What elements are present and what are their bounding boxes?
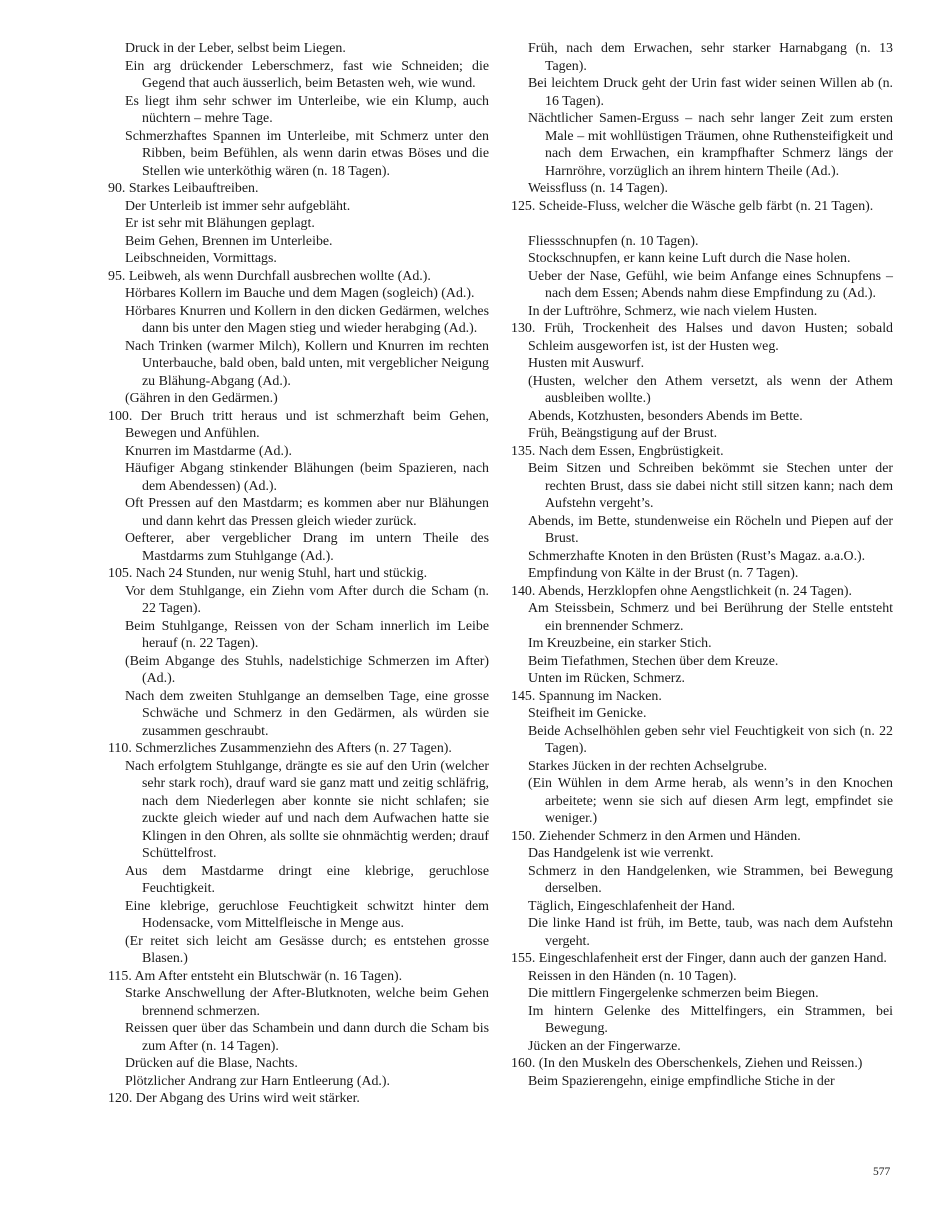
entry-text: Vor dem Stuhlgange, ein Ziehn vom After durch die Scham (n. 22 Tagen). [125, 583, 489, 616]
symptom-entry [108, 93, 489, 128]
symptom-entry [511, 705, 893, 723]
numbered-entry [511, 443, 893, 461]
entry-text: Die linke Hand ist früh, im Bette, taub, was nach dem Aufstehn vergeht. [528, 916, 893, 949]
entry-text: Der Unterleib ist immer sehr aufgebläht. [125, 198, 351, 214]
symptom-entry [108, 40, 489, 58]
entry-text: Bei leichtem Druck geht der Urin fast wider seinen Willen ab (n. 16 Tagen). [528, 76, 893, 109]
symptom-entry [108, 583, 489, 618]
symptom-entry [108, 618, 489, 653]
entry-text: 105. Nach 24 Stunden, nur wenig Stuhl, hart und stückig. [108, 566, 428, 581]
symptom-entry [511, 565, 893, 583]
entry-text: Eine klebrige, geruchlose Feuchtigkeit schwitzt hinter dem Hodensacke, vom Mittelfleische in Menge aus. [125, 898, 489, 931]
entry-text: 130. Früh, Trockenheit des Halses und davon Husten; sobald Schleim ausgeworfen ist, ist der Husten weg. [511, 321, 893, 354]
entry-text: Beim Gehen, Brennen im Unterleibe. [125, 233, 333, 249]
symptom-entry [511, 40, 893, 75]
symptom-entry [511, 600, 893, 635]
symptom-entry [511, 373, 893, 408]
entry-text: Fliessschnupfen (n. 10 Tagen). [528, 233, 699, 249]
numbered-entry [108, 565, 489, 583]
entry-text: Ueber der Nase, Gefühl, wie beim Anfange eines Schnupfens – nach dem Essen; Abends nahm diese Empfindung zu (Ad.). [528, 268, 893, 301]
entry-text: Plötzlicher Andrang zur Harn Entleerung (Ad.). [125, 1073, 390, 1089]
entry-text: Jücken an der Fingerwarze. [528, 1038, 681, 1054]
entry-text: (Ein Wühlen in dem Arme herab, als wenn’s in den Knochen arbeitete; wenn sie sich auf diesen Arm legt, empfindet sie weniger.) [528, 776, 893, 826]
entry-text: 110. Schmerzliches Zusammenziehn des Afters (n. 27 Tagen). [108, 741, 452, 756]
entry-text: Reissen in den Händen (n. 10 Tagen). [528, 968, 737, 984]
entry-text: Druck in der Leber, selbst beim Liegen. [125, 41, 346, 56]
symptom-entry [108, 443, 489, 461]
page-number: 577 [873, 1166, 891, 1178]
symptom-entry [108, 303, 489, 338]
symptom-entry [511, 863, 893, 898]
entry-text: 140. Abends, Herzklopfen ohne Aengstlichkeit (n. 24 Tagen). [511, 583, 852, 599]
entry-text: Beide Achselhöhlen geben sehr viel Feuchtigkeit von sich (n. 22 Tagen). [528, 723, 893, 756]
symptom-entry [511, 408, 893, 426]
symptom-entry [108, 898, 489, 933]
symptom-entry [108, 688, 489, 741]
numbered-entry [108, 1090, 489, 1108]
entry-text: Starkes Jücken in der rechten Achselgrube. [528, 758, 768, 774]
entry-text: Abends, Kotzhusten, besonders Abends im Bette. [528, 408, 803, 424]
left-text-column [108, 40, 489, 1108]
numbered-entry [108, 180, 489, 198]
entry-text: Husten mit Auswurf. [528, 356, 645, 371]
symptom-entry [511, 1003, 893, 1038]
entry-text: Beim Sitzen und Schreiben bekömmt sie Stechen unter der rechten Brust, dass sie dabei nicht still sitzen kann; nach dem Aufstehn vergeht’s. [528, 461, 893, 511]
entry-text: Reissen quer über das Schambein und dann durch die Scham bis zum After (n. 14 Tagen). [125, 1021, 489, 1054]
symptom-entry [511, 723, 893, 758]
symptom-entry [511, 968, 893, 986]
numbered-entry [511, 583, 893, 601]
symptom-entry [511, 460, 893, 513]
symptom-entry [511, 898, 893, 916]
entry-text: 135. Nach dem Essen, Engbrüstigkeit. [511, 443, 724, 459]
entry-text: (Gähren in den Gedärmen.) [125, 391, 278, 406]
numbered-entry [511, 320, 893, 355]
entry-text: In der Luftröhre, Schmerz, wie nach vielem Husten. [528, 303, 818, 319]
entry-text: Beim Tiefathmen, Stechen über dem Kreuze. [528, 653, 779, 669]
entry-text: 115. Am After entsteht ein Blutschwär (n. 16 Tagen). [108, 968, 403, 984]
entry-text: Unten im Rücken, Schmerz. [528, 671, 686, 686]
entry-text: Es liegt ihm sehr schwer im Unterleibe, wie ein Klump, auch nüchtern – mehre Tage. [125, 93, 489, 126]
entry-text: Aus dem Mastdarme dringt eine klebrige, geruchlose Feuchtigkeit. [125, 863, 489, 896]
symptom-entry [511, 845, 893, 863]
symptom-entry [108, 933, 489, 968]
entry-text: Oefterer, aber vergeblicher Drang im untern Theile des Mastdarms zum Stuhlgange (Ad.). [125, 531, 489, 564]
entry-text: Steifheit im Genicke. [528, 706, 647, 721]
entry-text: (Husten, welcher den Athem versetzt, als wenn der Athem ausbleiben wollte.) [528, 373, 893, 406]
symptom-entry [108, 338, 489, 391]
entry-text: Weissfluss (n. 14 Tagen). [528, 181, 669, 196]
symptom-entry [511, 110, 893, 180]
symptom-entry [108, 198, 489, 216]
entry-text: Er ist sehr mit Blähungen geplagt. [125, 216, 315, 231]
numbered-entry [511, 688, 893, 706]
entry-text: Schmerzhaftes Spannen im Unterleibe, mit Schmerz unter den Ribben, beim Befühlen, als wenn darin etwas Böses und die Stellen wie unterköthig wären (n. 18 Tagen). [125, 128, 489, 179]
entry-text: Hörbares Knurren und Kollern in den dicken Gedärmen, welches dann bis unter den Magen stieg und wieder herabging (Ad.). [125, 303, 489, 336]
symptom-entry [511, 250, 893, 268]
symptom-entry [108, 250, 489, 268]
symptom-entry [108, 58, 489, 93]
entry-text: 100. Der Bruch tritt heraus und ist schmerzhaft beim Gehen, Bewegen und Anfühlen. [108, 408, 489, 441]
symptom-entry [511, 548, 893, 566]
entry-text: Schmerzhafte Knoten in den Brüsten (Rust’s Magaz. a.a.O.). [528, 548, 866, 564]
symptom-entry [108, 653, 489, 688]
numbered-entry [511, 198, 893, 216]
entry-text: Empfindung von Kälte in der Brust (n. 7 Tagen). [528, 566, 799, 581]
entry-text: Täglich, Eingeschlafenheit der Hand. [528, 898, 736, 914]
entry-text: Schmerz in den Handgelenken, wie Strammen, bei Bewegung derselben. [528, 863, 893, 896]
symptom-entry [511, 233, 893, 251]
entry-text: 155. Eingeschlafenheit erst der Finger, dann auch der ganzen Hand. [511, 951, 887, 966]
symptom-entry [108, 1020, 489, 1055]
symptom-entry [511, 425, 893, 443]
entry-text: Das Handgelenk ist wie verrenkt. [528, 846, 714, 861]
entry-text: (Er reitet sich leicht am Gesässe durch; es entstehen grosse Blasen.) [125, 933, 489, 966]
entry-text: Hörbares Kollern im Bauche und dem Magen (sogleich) (Ad.). [125, 286, 475, 301]
entry-text: Nächtlicher Samen-Erguss – nach sehr langer Zeit zum ersten Male – mit wohllüstigen Träumen, ohne Ruthensteifigkeit und nach dem Erwachen, ein krampfhafter Schmerz längs der Harnröhre, vorzüglich an ihrem hintern Theile (Ad.). [528, 111, 893, 179]
symptom-entry [511, 775, 893, 828]
entry-text: 120. Der Abgang des Urins wird weit stärker. [108, 1091, 360, 1106]
entry-text: 160. (In den Muskeln des Oberschenkels, Ziehen und Reissen.) [511, 1056, 863, 1071]
symptom-entry [511, 915, 893, 950]
entry-text: Knurren im Mastdarme (Ad.). [125, 443, 293, 459]
symptom-entry [511, 355, 893, 373]
symptom-entry [511, 1038, 893, 1056]
paragraph-gap [511, 215, 893, 233]
entry-text: Nach erfolgtem Stuhlgange, drängte es sie auf den Urin (welcher sehr stark roch), drauf ward sie ganz matt und zeitig schläfrig, nach dem Niederlegen aber konnte sie nicht schlafen; sie zuckte gleich wieder auf und nach dem Aufwachen hatte sie Klingen in den Ohren, als sollte sie ohnmächtig werden; drauf Schüttelfrost. [125, 758, 489, 861]
entry-text: Am Steissbein, Schmerz und bei Berührung der Stelle entsteht ein brennender Schmerz. [528, 601, 893, 634]
numbered-entry [511, 950, 893, 968]
entry-text: 150. Ziehender Schmerz in den Armen und Händen. [511, 828, 801, 844]
symptom-entry [108, 495, 489, 530]
entry-text: Leibschneiden, Vormittags. [125, 251, 277, 266]
symptom-entry [108, 285, 489, 303]
numbered-entry [511, 1055, 893, 1073]
symptom-entry [108, 985, 489, 1020]
entry-text: Im Kreuzbeine, ein starker Stich. [528, 636, 712, 651]
symptom-entry [511, 303, 893, 321]
right-text-column [511, 40, 893, 1090]
entry-text: Früh, Beängstigung auf der Brust. [528, 426, 718, 441]
symptom-entry [108, 1073, 489, 1091]
symptom-entry [108, 758, 489, 863]
symptom-entry [511, 268, 893, 303]
entry-text: Früh, nach dem Erwachen, sehr starker Harnabgang (n. 13 Tagen). [528, 41, 893, 74]
entry-text: Ein arg drückender Leberschmerz, fast wie Schneiden; die Gegend that auch äusserlich, beim Betasten weh, wie wund. [125, 58, 489, 91]
entry-text: Starke Anschwellung der After-Blutknoten, welche beim Gehen brennend schmerzen. [125, 986, 489, 1019]
entry-text: Beim Stuhlgange, Reissen von der Scham innerlich im Leibe herauf (n. 22 Tagen). [125, 618, 489, 651]
entry-text: 90. Starkes Leibauftreiben. [108, 181, 259, 196]
entry-text: Beim Spazierengehn, einige empfindliche Stiche in der [528, 1073, 835, 1089]
symptom-entry [511, 653, 893, 671]
numbered-entry [108, 408, 489, 443]
symptom-entry [108, 233, 489, 251]
entry-text: Oft Pressen auf den Mastdarm; es kommen aber nur Blähungen und dann kehrt das Pressen gleich wieder zurück. [125, 496, 489, 529]
numbered-entry [108, 740, 489, 758]
symptom-entry [108, 530, 489, 565]
symptom-entry [511, 758, 893, 776]
symptom-entry [511, 513, 893, 548]
entry-text: Die mittlern Fingergelenke schmerzen beim Biegen. [528, 986, 819, 1001]
symptom-entry [511, 75, 893, 110]
entry-text: 95. Leibweh, als wenn Durchfall ausbrechen wollte (Ad.). [108, 268, 431, 284]
symptom-entry [511, 635, 893, 653]
entry-text: Häufiger Abgang stinkender Blähungen (beim Spazieren, nach dem Abendessen) (Ad.). [125, 461, 489, 494]
entry-text: Drücken auf die Blase, Nachts. [125, 1056, 298, 1071]
symptom-entry [511, 670, 893, 688]
symptom-entry [511, 1073, 893, 1091]
entry-text: Stockschnupfen, er kann keine Luft durch die Nase holen. [528, 251, 851, 266]
symptom-entry [511, 180, 893, 198]
numbered-entry [108, 268, 489, 286]
symptom-entry [108, 1055, 489, 1073]
entry-text: (Beim Abgange des Stuhls, nadelstichige Schmerzen im After) (Ad.). [125, 653, 489, 686]
symptom-entry [108, 215, 489, 233]
numbered-entry [511, 828, 893, 846]
entry-text: Abends, im Bette, stundenweise ein Röcheln und Piepen auf der Brust. [528, 513, 893, 546]
entry-text: 145. Spannung im Nacken. [511, 688, 662, 704]
entry-text: Nach Trinken (warmer Milch), Kollern und Knurren im rechten Unterbauche, bald oben, bald unten, mit vergeblicher Neigung zu Blähung-Abgang (Ad.). [125, 338, 489, 389]
numbered-entry [108, 968, 489, 986]
symptom-entry [108, 128, 489, 181]
entry-text: Nach dem zweiten Stuhlgange an demselben Tage, eine grosse Schwäche und Schmerz in den Gedärmen, als würden sie zusammen geschraubt. [125, 688, 489, 739]
entry-text: Im hintern Gelenke des Mittelfingers, ein Strammen, bei Bewegung. [528, 1003, 893, 1036]
symptom-entry [108, 390, 489, 408]
symptom-entry [108, 863, 489, 898]
symptom-entry [511, 985, 893, 1003]
entry-text: 125. Scheide-Fluss, welcher die Wäsche gelb färbt (n. 21 Tagen). [511, 198, 874, 214]
symptom-entry [108, 460, 489, 495]
